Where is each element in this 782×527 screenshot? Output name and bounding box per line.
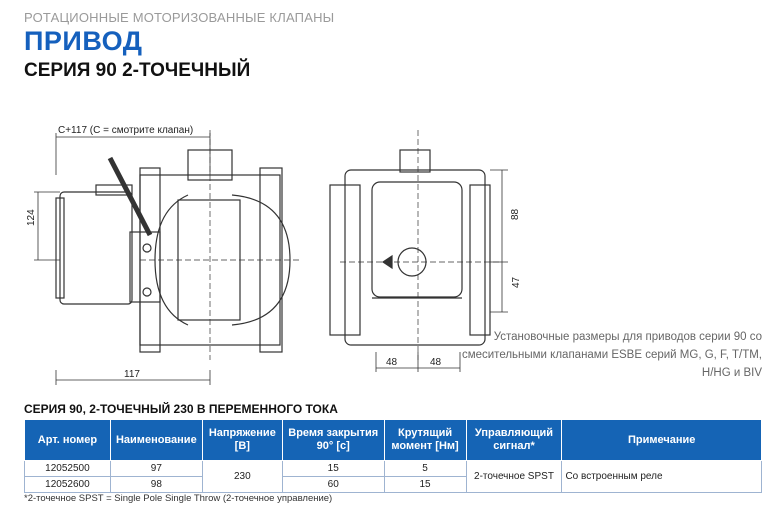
col-header-art: Арт. номер xyxy=(25,420,111,461)
table-title: СЕРИЯ 90, 2-ТОЧЕЧНЫЙ 230 В ПЕРЕМЕННОГО ТОКА xyxy=(24,402,338,416)
valve-side-view xyxy=(140,130,300,360)
col-header-time: Время закрытия 90° [с] xyxy=(282,420,384,461)
cell-name: 97 xyxy=(110,461,202,477)
table-header-row xyxy=(25,420,762,461)
page-title: ПРИВОД xyxy=(24,26,143,56)
dim-top-label: C+117 (C = смотрите клапан) xyxy=(58,125,194,136)
spec-table xyxy=(24,419,762,493)
dim-height-label: 124 xyxy=(26,209,37,226)
cell-voltage: 230 xyxy=(202,461,282,493)
cell-time: 15 xyxy=(282,461,384,477)
dim-right-upper-label: 88 xyxy=(510,208,521,220)
cell-name: 98 xyxy=(110,477,202,493)
col-header-signal: Управляющий сигнал* xyxy=(466,420,562,461)
valve-front-view xyxy=(330,130,500,360)
dim-bottom-left-label: 48 xyxy=(386,357,398,368)
col-header-voltage: Напряжение [В] xyxy=(202,420,282,461)
col-header-name: Наименование xyxy=(110,420,202,461)
cell-note: Со встроенным реле xyxy=(562,461,762,493)
col-header-note: Примечание xyxy=(562,420,762,461)
cell-time: 60 xyxy=(282,477,384,493)
col-header-torque: Крутящий момент [Нм] xyxy=(384,420,466,461)
page-subtitle: СЕРИЯ 90 2-ТОЧЕЧНЫЙ xyxy=(24,60,251,81)
cell-torque: 5 xyxy=(384,461,466,477)
dim-bottom-label: 117 xyxy=(124,369,140,380)
category-label: РОТАЦИОННЫЕ МОТОРИЗОВАННЫЕ КЛАПАНЫ xyxy=(24,10,335,25)
cell-art: 12052600 xyxy=(25,477,111,493)
dim-bottom-right-label: 48 xyxy=(430,357,442,368)
drawing-caption: Установочные размеры для приводов серии 90 со смесительными клапанами ESBE серий MG, G, F, T/TM, H/HG и BIV xyxy=(461,331,762,379)
dim-right-lower-label: 47 xyxy=(511,276,522,288)
cell-signal: 2-точечное SPST xyxy=(466,461,562,493)
cell-art: 12052500 xyxy=(25,461,111,477)
footnote: *2-точечное SPST = Single Pole Single Throw (2-точечное управление) xyxy=(24,493,333,504)
table-row xyxy=(25,461,762,477)
actuator-side-view xyxy=(56,158,160,304)
cell-torque: 15 xyxy=(384,477,466,493)
